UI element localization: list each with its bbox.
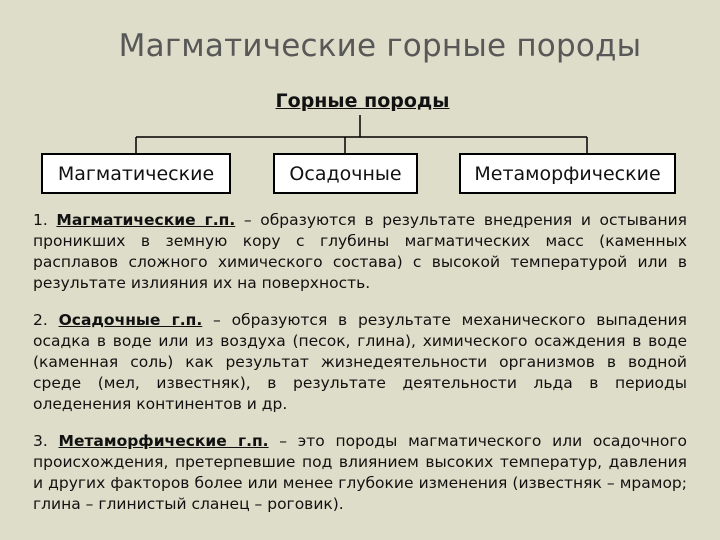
paragraph-number: 2. (33, 311, 48, 329)
paragraph-sedimentary (33, 310, 687, 415)
paragraph-text: – образуются в результате внедрения и остывания проникших в земную кору с глубины магматических масс (каменных расплавов сложного химического состава) с высокой температурой или в результате излияния их на поверхность. (33, 211, 687, 292)
paragraph-term: Осадочные г.п. (58, 311, 203, 329)
paragraph-number: 3. (33, 432, 48, 450)
diagram-root-label: Горные породы (275, 90, 450, 112)
paragraph-number: 1. (33, 211, 48, 229)
paragraph-term: Метаморфические г.п. (58, 432, 269, 450)
diagram-node-sedimentary: Осадочные (273, 153, 418, 194)
paragraph-text: – образуются в результате механического выпадения осадка в воде или из воздуха (песок, глина), химического осаждения в воде (каменная соль) как результат жизнедеятельности организмов в водной среде (мел, известняк), в результате деятельности льда в периоды оледенения континентов и др. (33, 311, 687, 413)
paragraph-text: – это породы магматического или осадочного происхождения, претерпевшие под влиянием высоких температур, давления и других факторов более или менее глубокие изменения (известняк – мрамор; глина – глинистый сланец – роговик). (33, 432, 687, 513)
paragraph-magmatic (33, 210, 687, 294)
diagram-node-magmatic: Магматические (41, 153, 231, 194)
paragraph-metamorphic (33, 431, 687, 515)
slide-title: Магматические горные породы (118, 28, 642, 64)
diagram-node-metamorphic: Метаморфические (459, 153, 676, 194)
paragraph-term: Магматические г.п. (56, 211, 236, 229)
